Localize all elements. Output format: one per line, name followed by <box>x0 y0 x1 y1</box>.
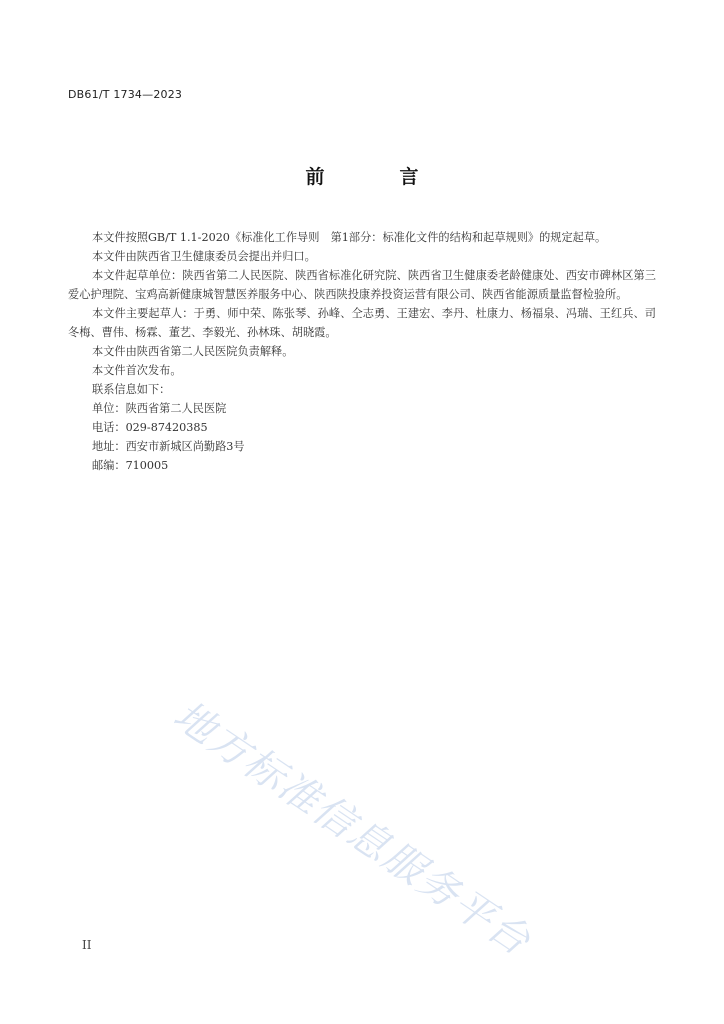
contact-postcode: 邮编：710005 <box>92 459 169 472</box>
contact-address: 地址：西安市新城区尚勤路3号 <box>92 440 245 453</box>
paragraph-first-release: 本文件首次发布。 <box>92 364 182 377</box>
page-title: 前 言 <box>305 166 447 188</box>
paragraph-standard-basis: 本文件按照GB/T 1.1-2020《标准化工作导则 第1部分：标准化文件的结构和起草规则》的规定起草。 <box>92 231 607 244</box>
paragraph-drafters: 本文件主要起草人：于勇、师中荣、陈张琴、孙峰、仝志勇、王建宏、李丹、杜康力、杨福泉、冯瑞、王红兵、司冬梅、曹伟、杨霖、董艺、李毅光、孙林珠、胡晓霞。 <box>68 307 656 339</box>
page-number: II <box>82 938 92 952</box>
paragraph-proposer: 本文件由陕西省卫生健康委员会提出并归口。 <box>92 250 316 263</box>
paragraph-drafting-units: 本文件起草单位：陕西省第二人民医院、陕西省标准化研究院、陕西省卫生健康委老龄健康处、西安市碑林区第三爱心护理院、宝鸡高新健康城智慧医养服务中心、陕西陕投康养投资运营有限公司、陕西省能源质量监督检验所。 <box>68 269 656 301</box>
paragraph-interpretation: 本文件由陕西省第二人民医院负责解释。 <box>92 345 294 358</box>
document-code: DB61/T 1734—2023 <box>68 88 183 101</box>
watermark-text: 地方标准信息服务平台 <box>165 692 540 966</box>
contact-unit: 单位：陕西省第二人民医院 <box>92 402 227 415</box>
paragraph-contact-intro: 联系信息如下： <box>92 383 171 396</box>
contact-phone: 电话：029-87420385 <box>92 421 208 434</box>
foreword-body <box>68 228 656 475</box>
